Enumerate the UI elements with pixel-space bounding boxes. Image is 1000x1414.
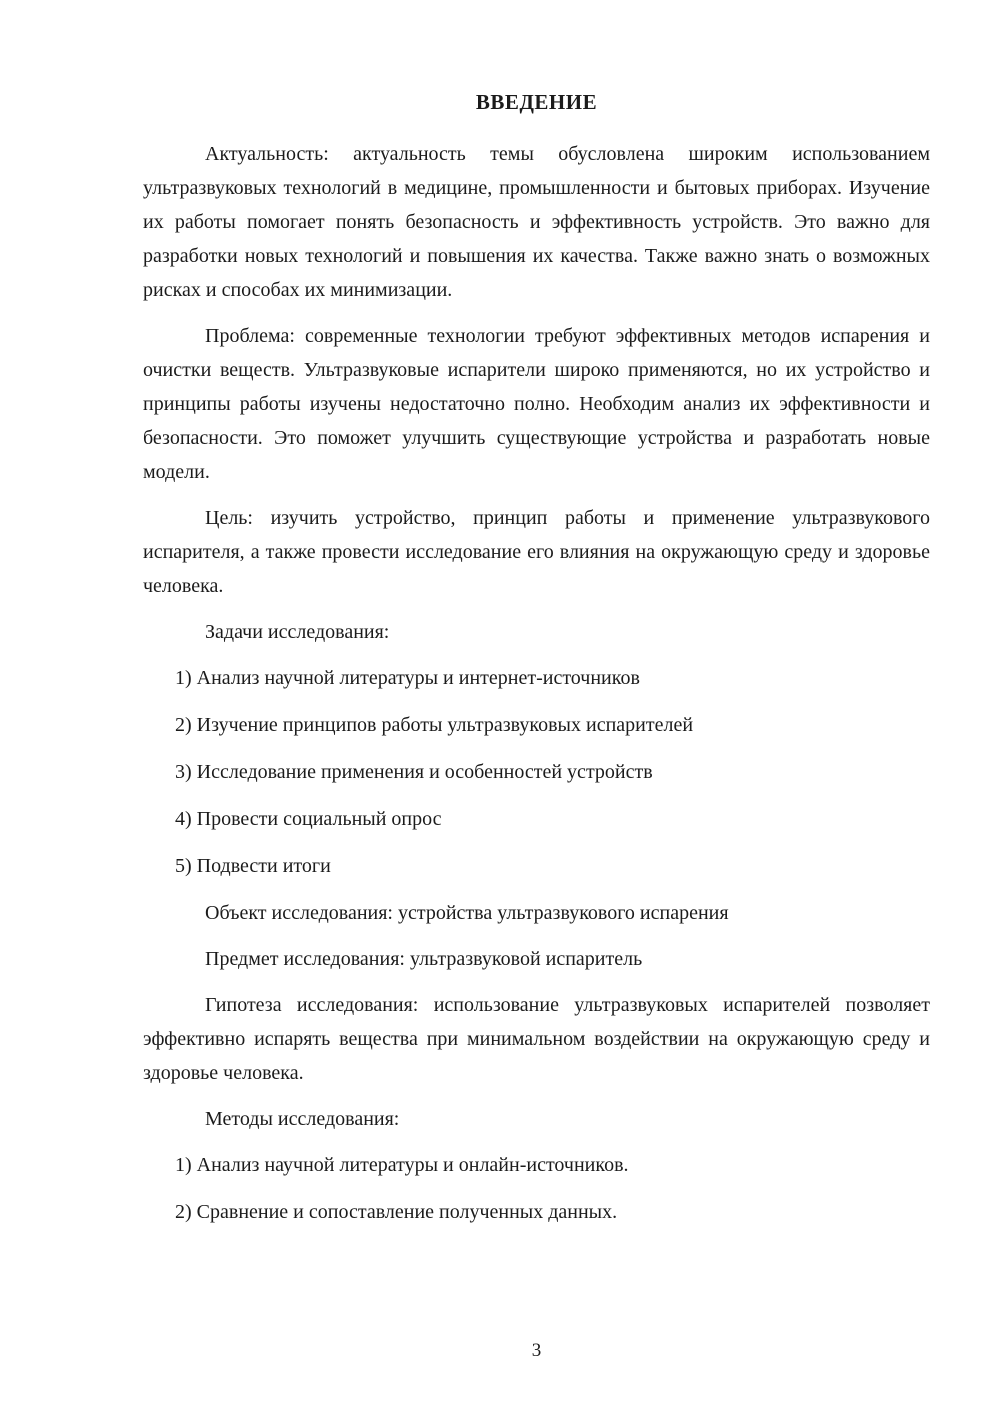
methods-list [143,1148,930,1229]
paragraph-methods-heading: Методы исследования: [205,1108,400,1130]
paragraph-relevance: Актуальность: актуальность темы обусловлена широким использованием ультразвуковых технологий в медицине, промышленности и бытовых приборах. Изучение их работы помогает понять безопасность и эффективность устройств. Это важно для разработки новых технологий и повышения их качества. Также важно знать о возможных рисках и способах их минимизации. [143,143,930,301]
paragraph-hypothesis: Гипотеза исследования: использование ультразвуковых испарителей позволяет эффективно испарять вещества при минимальном воздействии на окружающую среду и здоровье человека. [143,994,930,1084]
tasks-list-item-2: 2) Изучение принципов работы ультразвуковых испарителей [175,714,694,736]
section-title: ВВЕДЕНИЕ [475,90,598,114]
tasks-list-item-5: 5) Подвести итоги [175,855,331,877]
paragraph-subject: Предмет исследования: ультразвуковой испаритель [205,948,643,970]
tasks-list-item-4: 4) Провести социальный опрос [175,808,442,830]
page-number: 3 [531,1340,542,1361]
paragraph-problem: Проблема: современные технологии требуют эффективных методов испарения и очистки веществ. Ультразвуковые испарители широко применяются, но их устройство и принципы работы изучены недостаточно полно. Необходим анализ их эффективности и безопасности. Это поможет улучшить существующие устройства и разработать новые модели. [143,325,930,483]
tasks-list-item-3: 3) Исследование применения и особенностей устройств [175,761,653,783]
paragraph-goal: Цель: изучить устройство, принцип работы и применение ультразвукового испарителя, а также провести исследование его влияния на окружающую среду и здоровье человека. [143,507,930,597]
paragraph-object: Объект исследования: устройства ультразвукового испарения [205,902,729,924]
paragraph-tasks-heading: Задачи исследования: [205,621,390,643]
tasks-list [143,661,930,883]
tasks-list-item-1: 1) Анализ научной литературы и интернет-источников [175,667,640,689]
methods-list-item-2: 2) Сравнение и сопоставление полученных данных. [175,1201,618,1223]
methods-list-item-1: 1) Анализ научной литературы и онлайн-источников. [175,1154,629,1176]
